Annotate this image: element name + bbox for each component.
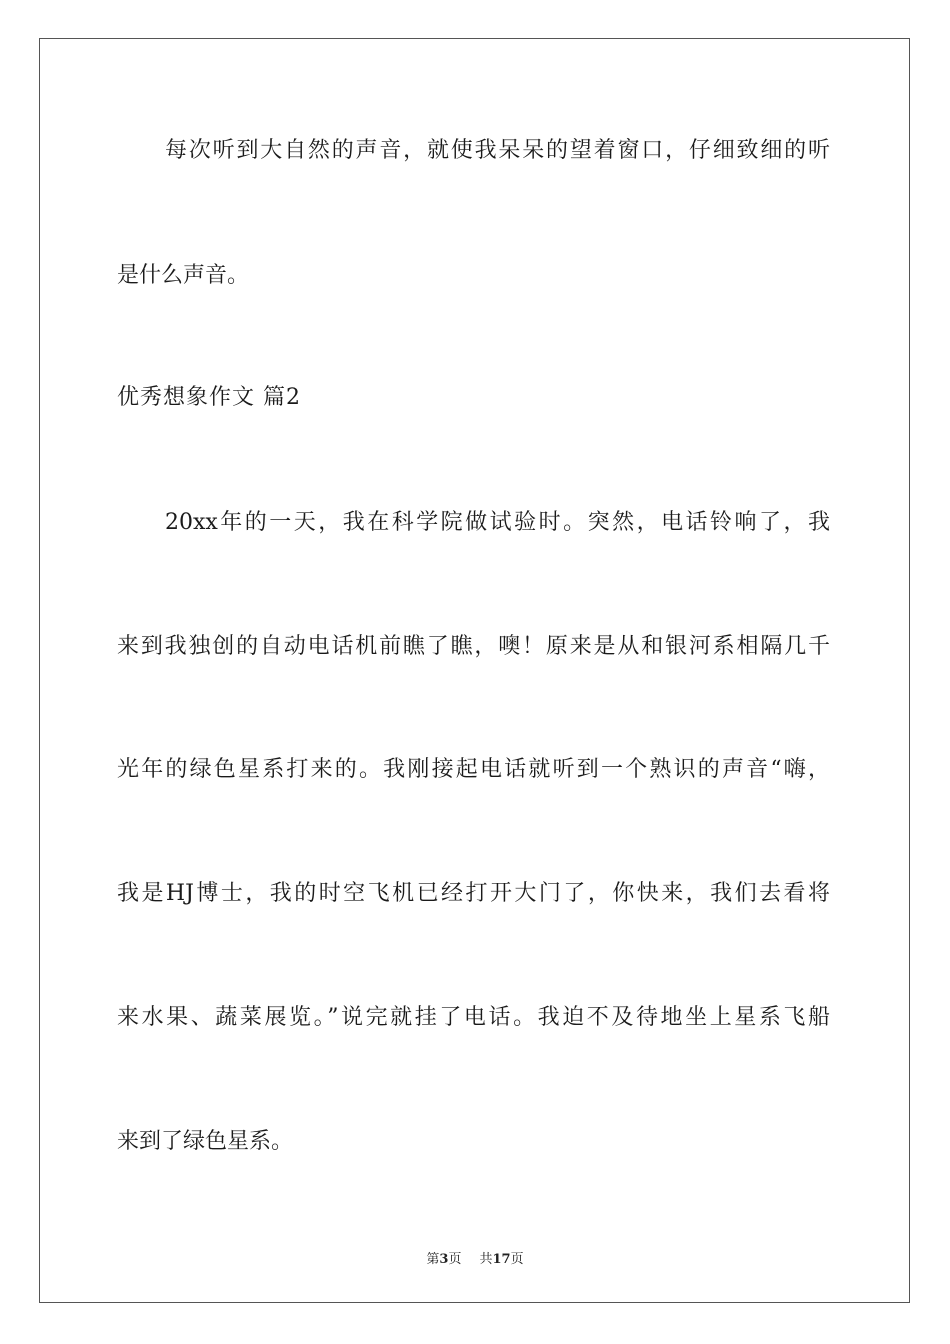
footer-total-prefix: 共	[479, 1252, 493, 1267]
paragraph-line: 来到我独创的自动电话机前瞧了瞧，噢！原来是从和银河系相隔几千	[117, 634, 830, 659]
footer-page-prefix: 第	[426, 1252, 440, 1267]
paragraph-line: 每次听到大自然的声音，就使我呆呆的望着窗口，仔细致细的听	[165, 138, 830, 163]
paragraph-line: 来水果、蔬菜展览。”说完就挂了电话。我迫不及待地坐上星系飞船	[117, 1005, 830, 1030]
footer-page-current: 3	[439, 1252, 449, 1267]
page-frame	[39, 38, 910, 1303]
footer-page-total: 17	[492, 1252, 511, 1267]
footer-page-suffix: 页	[448, 1252, 462, 1267]
page-footer	[0, 1248, 950, 1267]
paragraph-line: 来到了绿色星系。	[117, 1129, 294, 1154]
paragraph-line: 光年的绿色星系打来的。我刚接起电话就听到一个熟识的声音“嗨，	[117, 757, 830, 782]
section-heading: 优秀想象作文 篇2	[117, 385, 301, 410]
paragraph-line: 是什么声音。	[117, 263, 250, 288]
footer-total-suffix: 页	[510, 1252, 524, 1267]
paragraph-line: 我是HJ博士，我的时空飞机已经打开大门了，你快来，我们去看将	[117, 881, 830, 906]
paragraph-line: 20xx年的一天，我在科学院做试验时。突然，电话铃响了，我	[165, 510, 830, 535]
